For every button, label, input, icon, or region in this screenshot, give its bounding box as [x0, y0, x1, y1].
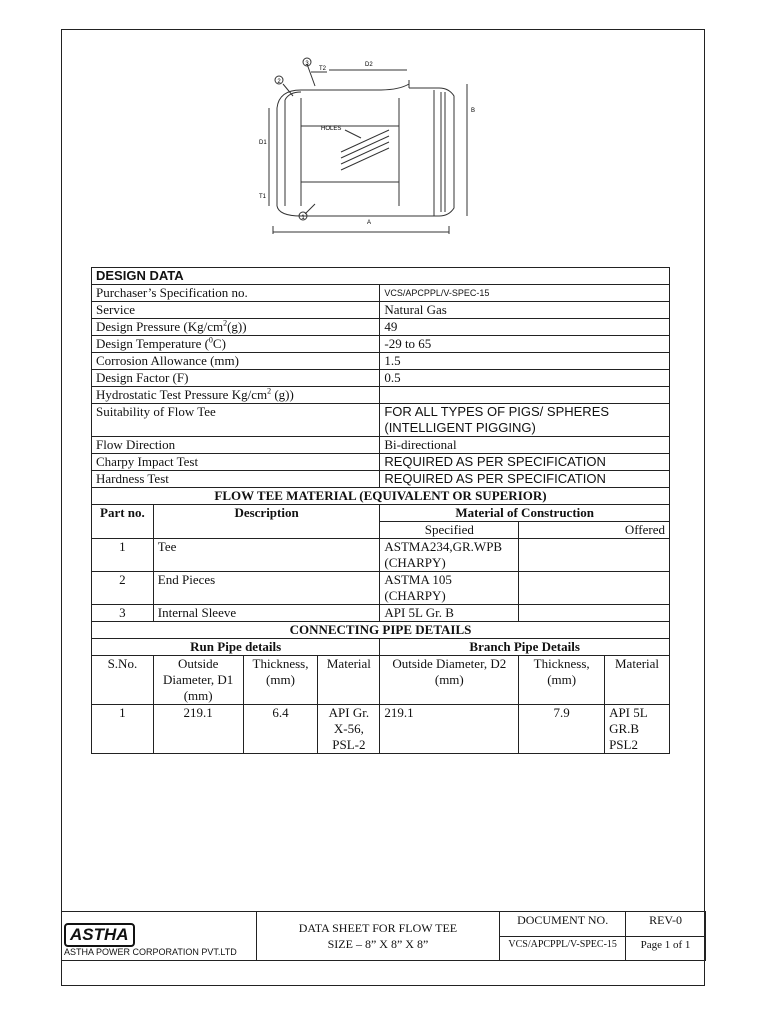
- balloon-1: 1: [301, 215, 305, 221]
- table-row: [92, 437, 670, 454]
- label-t2: T2: [319, 66, 327, 72]
- table-row: [92, 539, 670, 572]
- design-label: Design Temperature ($^0$C): [92, 336, 380, 353]
- table-row: [92, 454, 670, 471]
- table-row: [92, 605, 670, 622]
- pipe-heading: CONNECTING PIPE DETAILS: [92, 622, 670, 639]
- run-pipe-heading: Run Pipe details: [92, 639, 380, 656]
- col-sno: S.No.: [92, 656, 154, 705]
- design-value: FOR ALL TYPES OF PIGS/ SPHERES (INTELLIGENT PIGGING): [380, 404, 670, 437]
- design-value: REQUIRED AS PER SPECIFICATION: [380, 454, 670, 471]
- part-no: 2: [92, 572, 154, 605]
- table-row: [92, 705, 670, 754]
- doc-title: DATA SHEET FOR FLOW TEE: [298, 921, 458, 935]
- col-part-no: Part no.: [92, 505, 154, 539]
- doc-size: SIZE – 8” X 8” X 8”: [327, 937, 429, 951]
- design-label: Suitability of Flow Tee: [92, 404, 380, 437]
- col-od2: Outside Diameter, D2 (mm): [380, 656, 519, 705]
- design-value: Bi-directional: [380, 437, 670, 454]
- flow-tee-drawing: [249, 56, 497, 234]
- company-logo: ASTHA: [64, 923, 135, 947]
- table-row: [92, 404, 670, 437]
- pipe-sno: 1: [92, 705, 154, 754]
- design-value: [380, 387, 670, 404]
- part-specified: ASTMA 105 (CHARPY): [380, 572, 519, 605]
- company-name: ASTHA POWER CORPORATION PVT.LTD: [64, 947, 237, 957]
- table-row: [92, 572, 670, 605]
- part-no: 3: [92, 605, 154, 622]
- design-label: Charpy Impact Test: [92, 454, 380, 471]
- table-row: [92, 387, 670, 404]
- design-value: Natural Gas: [380, 302, 670, 319]
- pipe-thk2: 7.9: [519, 705, 605, 754]
- design-value: VCS/APCPPL/V-SPEC-15: [380, 285, 670, 302]
- design-label: Design Factor (F): [92, 370, 380, 387]
- col-thk2: Thickness, (mm): [519, 656, 605, 705]
- table-row: [92, 353, 670, 370]
- col-moc: Material of Construction: [380, 505, 670, 522]
- col-mat1: Material: [318, 656, 380, 705]
- part-offered: [519, 572, 670, 605]
- label-d2: D2: [365, 62, 373, 68]
- design-data-table: [91, 267, 670, 754]
- table-row: [92, 285, 670, 302]
- title-block: [61, 911, 706, 961]
- table-row: [92, 336, 670, 353]
- part-offered: [519, 605, 670, 622]
- pipe-thk1: 6.4: [243, 705, 318, 754]
- table-row: [92, 302, 670, 319]
- label-t1: T1: [259, 194, 267, 200]
- design-label: Corrosion Allowance (mm): [92, 353, 380, 370]
- col-offered: Offered: [519, 522, 670, 539]
- table-row: [92, 319, 670, 336]
- col-od1: Outside Diameter, D1 (mm): [153, 656, 243, 705]
- design-label: Hardness Test: [92, 471, 380, 488]
- part-specified: ASTMA234,GR.WPB (CHARPY): [380, 539, 519, 572]
- balloon-3: 3: [305, 61, 309, 67]
- table-row: [92, 471, 670, 488]
- part-desc: Tee: [153, 539, 380, 572]
- rev-label: REV-0: [626, 912, 706, 937]
- design-label: Service: [92, 302, 380, 319]
- design-data-heading: DESIGN DATA: [92, 268, 670, 285]
- col-specified: Specified: [380, 522, 519, 539]
- part-no: 1: [92, 539, 154, 572]
- design-value: REQUIRED AS PER SPECIFICATION: [380, 471, 670, 488]
- part-specified: API 5L Gr. B: [380, 605, 519, 622]
- design-value: 0.5: [380, 370, 670, 387]
- col-description: Description: [153, 505, 380, 539]
- design-value: 1.5: [380, 353, 670, 370]
- doc-no-label: DOCUMENT NO.: [500, 912, 626, 937]
- part-desc: End Pieces: [153, 572, 380, 605]
- design-value: -29 to 65: [380, 336, 670, 353]
- design-label: Purchaser’s Specification no.: [92, 285, 380, 302]
- pipe-od2: 219.1: [380, 705, 519, 754]
- label-holes: HOLES: [321, 126, 342, 132]
- design-value: 49: [380, 319, 670, 336]
- part-desc: Internal Sleeve: [153, 605, 380, 622]
- design-label: Hydrostatic Test Pressure $Kg/cm^2$ (g)): [92, 387, 380, 404]
- col-mat2: Material: [605, 656, 670, 705]
- balloon-2: 2: [277, 79, 281, 85]
- label-b: B: [471, 108, 476, 114]
- doc-no: VCS/APCPPL/V-SPEC-15: [500, 936, 626, 961]
- table-row: [92, 370, 670, 387]
- label-d1: D1: [259, 140, 267, 146]
- design-label: Flow Direction: [92, 437, 380, 454]
- part-offered: [519, 539, 670, 572]
- design-label: Design Pressure $(Kg/cm^2(g))$: [92, 319, 380, 336]
- pipe-mat2: API 5L GR.B PSL2: [605, 705, 670, 754]
- company-cell: [62, 912, 257, 961]
- col-thk1: Thickness, (mm): [243, 656, 318, 705]
- pipe-od1: 219.1: [153, 705, 243, 754]
- material-heading: FLOW TEE MATERIAL (EQUIVALENT OR SUPERIOR): [92, 488, 670, 505]
- page-number: Page 1 of 1: [626, 936, 706, 961]
- title-cell: [256, 912, 500, 961]
- label-a: A: [367, 220, 372, 226]
- branch-pipe-heading: Branch Pipe Details: [380, 639, 670, 656]
- pipe-mat1: API Gr. X-56, PSL-2: [318, 705, 380, 754]
